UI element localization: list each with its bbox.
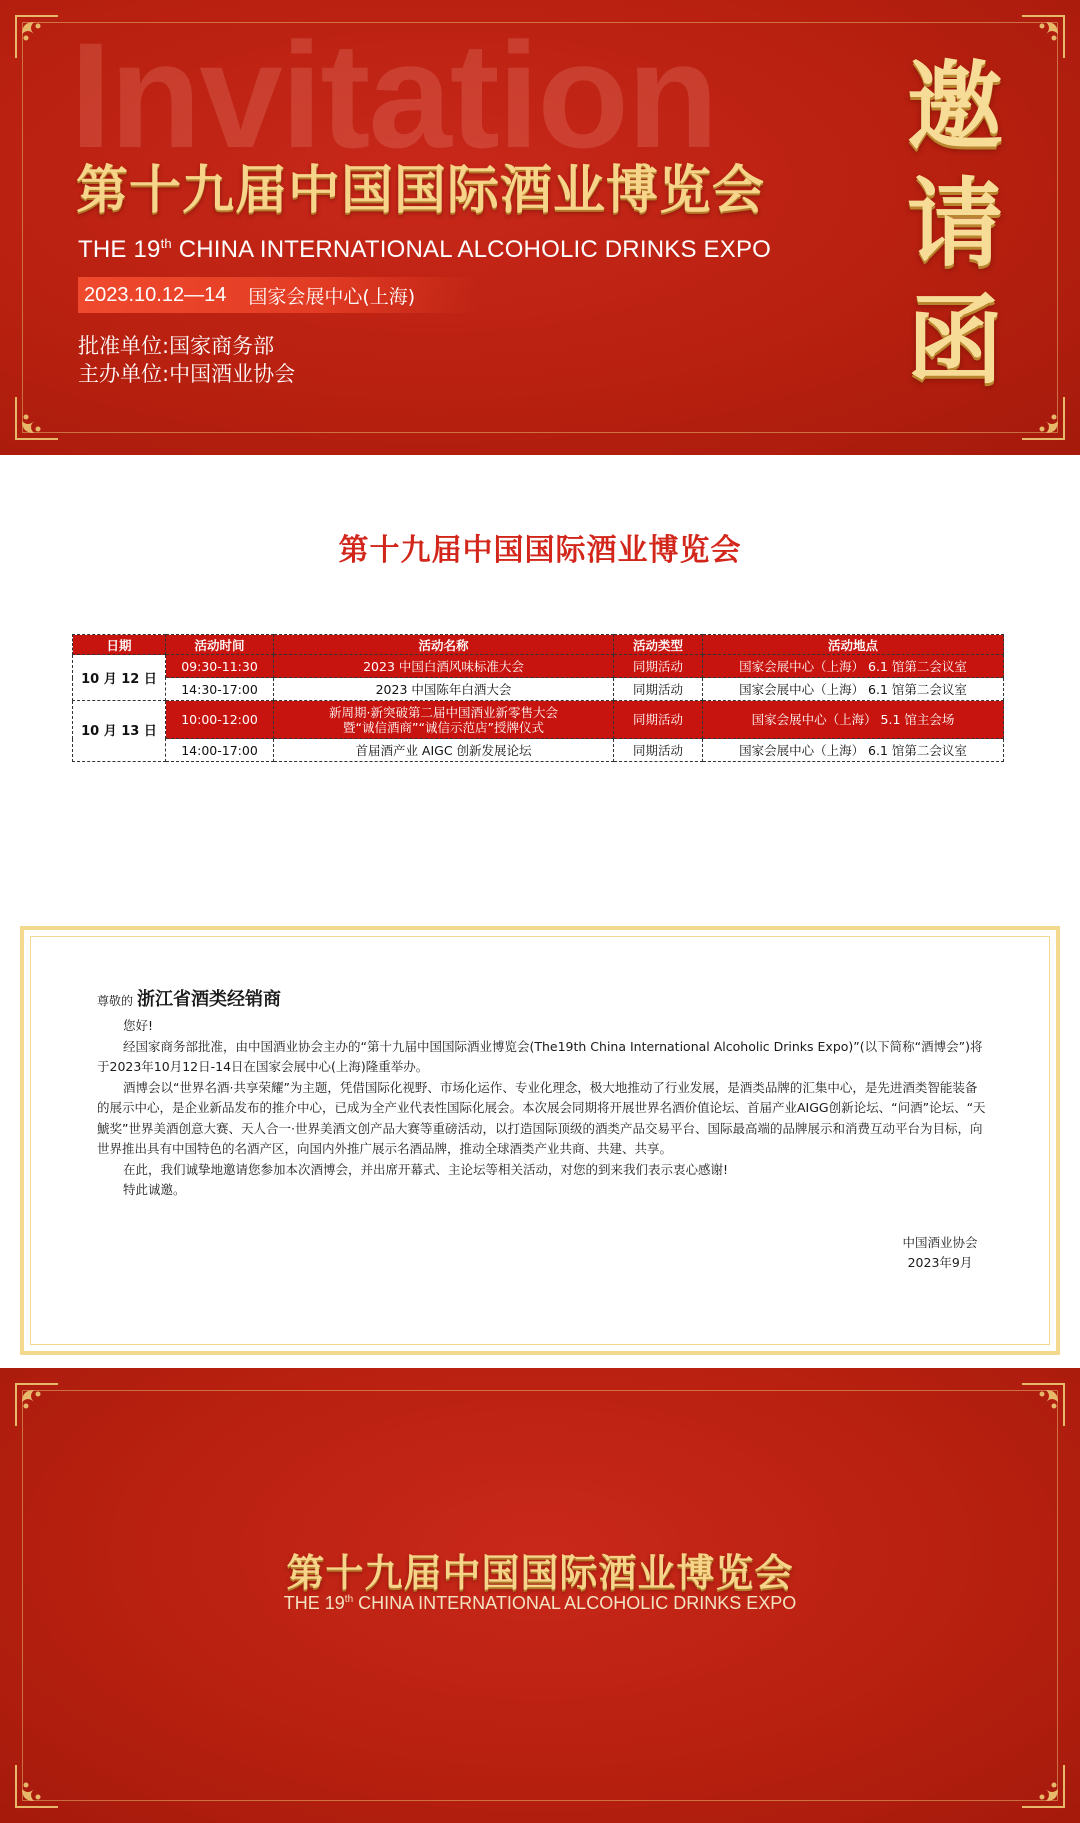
letter-paragraph: 经国家商务部批准，由中国酒业协会主办的“第十九届中国国际酒业博览会(The19th China International Alcoholic Drinks Expo)”(以下简称“酒博会”)将于2023年10月12日-14日在国家会展中心(上海)隆重举办。 <box>97 1038 983 1074</box>
invitation-char: 请 <box>907 167 1003 280</box>
invitation-char: 函 <box>907 284 1003 397</box>
organizer-line: 主办单位:中国酒业协会 <box>78 362 296 386</box>
invitation-char: 邀 <box>907 50 1003 163</box>
signature-block <box>880 1233 1000 1273</box>
footer-title-en: THE 19th CHINA INTERNATIONAL ALCOHOLIC DRINKS EXPO <box>283 1593 797 1613</box>
type-cell: 同期活动 <box>614 678 703 701</box>
time-cell: 10:00-12:00 <box>166 701 274 739</box>
place-cell: 国家会展中心（上海） 6.1 馆第二会议室 <box>703 655 1004 678</box>
footer-banner <box>0 1368 1080 1823</box>
name-cell: 2023 中国陈年白酒大会 <box>274 678 614 701</box>
date-venue-strip <box>78 277 478 313</box>
type-cell: 同期活动 <box>614 655 703 678</box>
place-cell: 国家会展中心（上海） 5.1 馆主会场 <box>703 701 1004 739</box>
place-cell: 国家会展中心（上海） 6.1 馆第二会议室 <box>703 739 1004 762</box>
corner-ornament-icon <box>1020 1763 1066 1809</box>
header-place: 活动地点 <box>703 635 1004 655</box>
corner-ornament-icon <box>14 1382 60 1428</box>
name-cell <box>274 701 614 739</box>
name-cell: 2023 中国白酒风味标准大会 <box>274 655 614 678</box>
table-row <box>73 678 1004 701</box>
header-date: 日期 <box>73 635 166 655</box>
letter-paragraph: 在此，我们诚挚地邀请您参加本次酒博会，并出席开幕式、主论坛等相关活动，对您的到来我们表示衷心感谢! <box>123 1161 729 1177</box>
name-cell: 首届酒产业 AIGC 创新发展论坛 <box>274 739 614 762</box>
approver-line: 批准单位:国家商务部 <box>78 334 275 358</box>
place-cell: 国家会展中心（上海） 6.1 馆第二会议室 <box>703 678 1004 701</box>
time-cell: 14:30-17:00 <box>166 678 274 701</box>
invitation-calligraphy <box>895 48 1015 399</box>
time-cell: 14:00-17:00 <box>166 739 274 762</box>
time-cell: 09:30-11:30 <box>166 655 274 678</box>
type-cell: 同期活动 <box>614 739 703 762</box>
corner-ornament-icon <box>1020 1382 1066 1428</box>
corner-ornament-icon <box>1020 395 1066 441</box>
salutation-prefix: 尊敬的 <box>97 994 134 1008</box>
salutation <box>97 990 987 1016</box>
header-time: 活动时间 <box>166 635 274 655</box>
invitation-banner <box>0 0 1080 455</box>
name-line: 新周期·新突破第二届中国酒业新零售大会 <box>329 704 558 720</box>
expo-date: 2023.10.12—14 <box>84 283 227 306</box>
type-cell: 同期活动 <box>614 701 703 739</box>
header-name: 活动名称 <box>274 635 614 655</box>
table-header-row <box>73 635 1004 655</box>
section-title: 第十九届中国国际酒业博览会 <box>338 533 742 568</box>
schedule-table <box>72 634 1004 762</box>
corner-ornament-icon <box>14 395 60 441</box>
footer-title-cn: 第十九届中国国际酒业博览会 <box>286 1551 794 1595</box>
name-line: 暨“诚信酒商”“诚信示范店”授牌仪式 <box>343 719 544 735</box>
table-row <box>73 739 1004 762</box>
letter-closing: 特此诚邀。 <box>123 1182 186 1197</box>
recipient-name: 浙江省酒类经销商 <box>137 989 282 1010</box>
expo-title-en: THE 19th CHINA INTERNATIONAL ALCOHOLIC DRINKS EXPO <box>78 236 772 263</box>
date-cell: 10 月 13 日 <box>73 701 166 762</box>
table-row <box>73 655 1004 678</box>
corner-ornament-icon <box>14 14 60 60</box>
letter-paragraph: 酒博会以“世界名酒·共享荣耀”为主题，凭借国际化视野、市场化运作、专业化理念，极大地推动了行业发展，是酒类品牌的汇集中心，是先进酒类智能装备的展示中心，是企业新品发布的推介中心，已成为全产业代表性国际化展会。本次展会同期将开展世界名酒价值论坛、首届产业AIGG创新论坛、“问酒”论坛、“天鯱奖”世界美酒创意大赛、天人合一·世界美酒文创产品大赛等重磅活动，以打造国际顶级的酒类产品交易平台、国际最高端的品牌展示和消费互动平台为目标，向世界推出具有中国特色的名酒产区，向国内外推广展示名酒品牌，推动全球酒类产业共商、共建、共享。 <box>97 1079 986 1156</box>
background-watermark-word: Invitation <box>70 11 717 179</box>
header-type: 活动类型 <box>614 635 703 655</box>
date-cell: 10 月 12 日 <box>73 655 166 701</box>
greeting: 您好! <box>123 1018 154 1033</box>
expo-venue: 国家会展中心(上海) <box>248 285 416 308</box>
corner-ornament-icon <box>14 1763 60 1809</box>
invitation-letter <box>97 990 987 1201</box>
expo-title-cn: 第十九届中国国际酒业博览会 <box>76 161 766 221</box>
signature-org: 中国酒业协会 <box>902 1235 978 1250</box>
corner-ornament-icon <box>1020 14 1066 60</box>
table-row <box>73 701 1004 739</box>
signature-date: 2023年9月 <box>907 1255 973 1270</box>
